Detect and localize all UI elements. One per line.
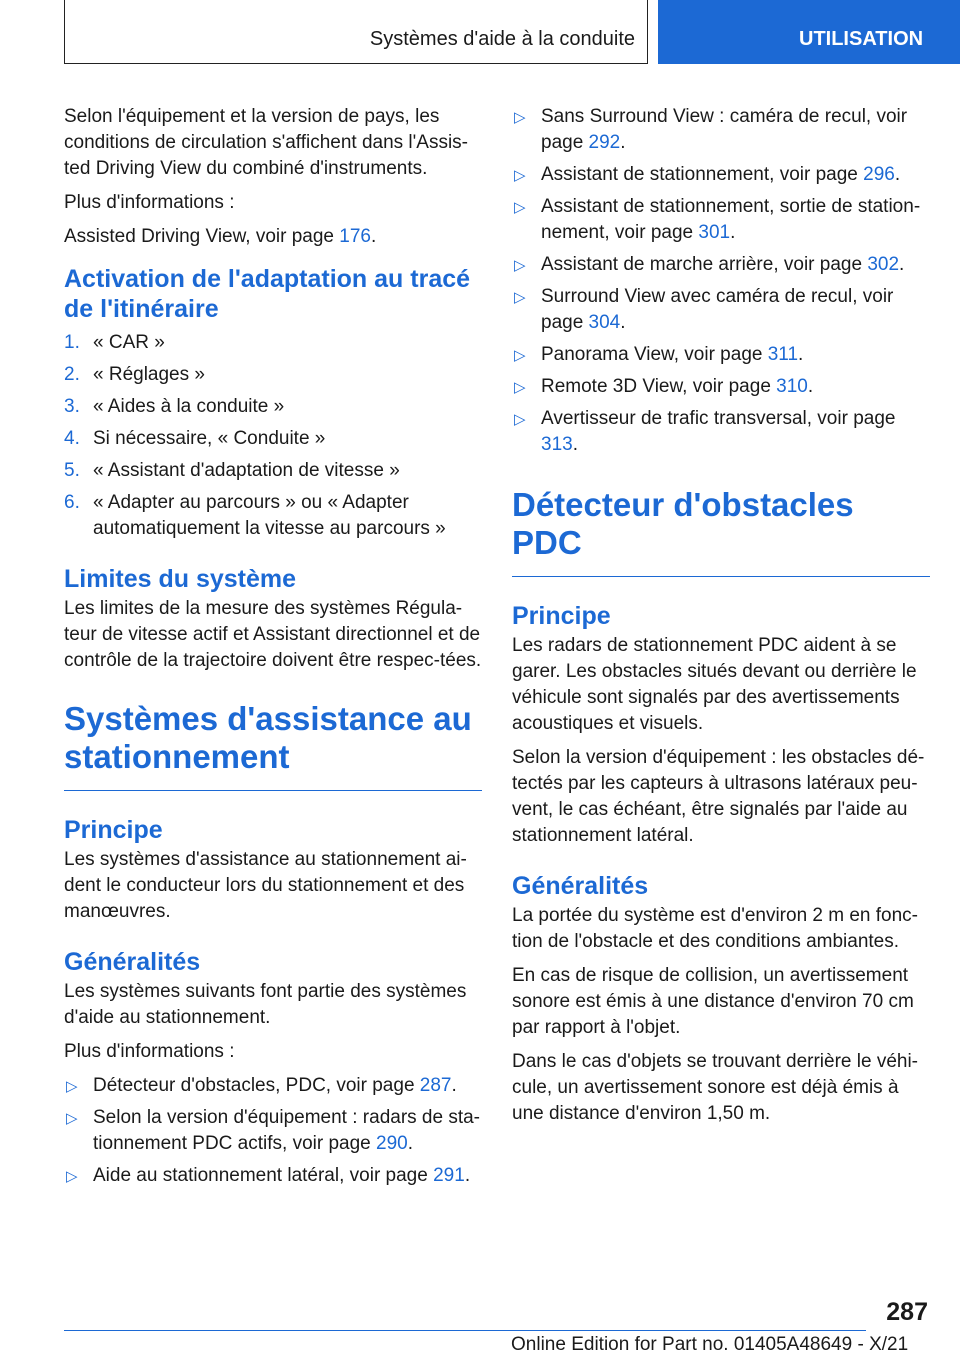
principle-paragraph: Selon la version d'équipement : les obstacles dé-tectés par les capteurs à ultrasons latéraux peu-vent, le cas échéant, être signalés par l'aide au stationnement latéral. <box>512 747 925 846</box>
triangle-bullet-icon: ▷ <box>514 379 526 396</box>
section-tab-label: UTILISATION <box>799 28 924 50</box>
triangle-bullet-icon: ▷ <box>514 257 526 274</box>
parking-heading: Systèmes d'assistance au stationnement <box>64 700 482 791</box>
step-number: 5. <box>64 460 80 481</box>
page-link[interactable]: 287 <box>419 1075 452 1096</box>
triangle-bullet-icon: ▷ <box>66 1110 78 1127</box>
list-item: ▷ Avertisseur de trafic transversal, voir page 313. <box>514 408 896 455</box>
step-item: 3. « Aides à la conduite » <box>64 394 482 420</box>
activation-heading: Activation de l'adaptation au tracé de l'itinéraire <box>64 265 471 323</box>
triangle-bullet-icon: ▷ <box>514 109 526 126</box>
triangle-bullet-icon: ▷ <box>66 1168 78 1185</box>
step-item: 1. « CAR » <box>64 330 482 356</box>
left-column <box>64 104 482 1197</box>
list-item: ▷ Aide au stationnement latéral, voir page 291. <box>64 1163 482 1189</box>
principle-paragraph: Les radars de stationnement PDC aident à se garer. Les obstacles situés devant ou derrière le véhicule sont signalés par des avertissements acoustiques et visuels. <box>512 635 917 734</box>
page-number: 287 <box>886 1298 928 1326</box>
header-chapter-box <box>64 0 648 64</box>
list-item: ▷ Assistant de stationnement, sortie de station-nement, voir page 301. <box>514 196 921 243</box>
step-number: 3. <box>64 396 80 417</box>
general-paragraph: La portée du système est d'environ 2 m en fonc-tion de l'obstacle et des conditions ambiantes. <box>512 905 919 952</box>
section-tab <box>658 0 960 64</box>
page-link[interactable]: 304 <box>588 312 621 333</box>
triangle-bullet-icon: ▷ <box>514 289 526 306</box>
page-link[interactable]: 176 <box>339 226 371 247</box>
page-link[interactable]: 292 <box>588 132 621 153</box>
triangle-bullet-icon: ▷ <box>514 167 526 184</box>
parking-systems-list-continued <box>512 104 930 458</box>
intro-paragraph: Selon l'équipement et la version de pays, les conditions de circulation s'affichent dans l'Assis-ted Driving View du combiné d'instruments. <box>64 106 469 179</box>
list-item: ▷ Assistant de stationnement, voir page 296. <box>512 162 930 188</box>
step-item: 2. « Réglages » <box>64 362 482 388</box>
list-item: ▷ Surround View avec caméra de recul, voir page 304. <box>514 286 894 333</box>
principle-heading: Principe <box>512 602 611 630</box>
step-number: 2. <box>64 364 80 385</box>
limits-text: Les limites de la mesure des systèmes Régula-teur de vitesse actif et Assistant directionnel et de contrôle de la trajectoire doivent être respec-tées. <box>64 598 482 671</box>
page-link[interactable]: 313 <box>541 434 573 455</box>
chapter-title: Systèmes d'aide à la conduite <box>369 28 635 50</box>
page-link[interactable]: 290 <box>376 1133 408 1154</box>
step-number: 1. <box>64 332 80 353</box>
page-link[interactable]: 311 <box>767 344 799 365</box>
page-link[interactable]: 310 <box>776 376 808 397</box>
cross-reference: Assisted Driving View, voir page 176. <box>64 226 377 247</box>
triangle-bullet-icon: ▷ <box>514 347 526 364</box>
step-number: 6. <box>64 492 80 513</box>
list-item: ▷ Panorama View, voir page 311. <box>512 342 930 368</box>
right-column <box>512 104 930 1135</box>
general-heading: Généralités <box>512 872 649 900</box>
step-item: 6. « Adapter au parcours » ou « Adapter automatiquement la vitesse au parcours » <box>64 492 446 539</box>
activation-steps <box>64 330 482 542</box>
principle-heading: Principe <box>64 816 163 844</box>
step-item: 5. « Assistant d'adaptation de vitesse » <box>64 458 482 484</box>
list-item: ▷ Remote 3D View, voir page 310. <box>512 374 930 400</box>
general-paragraph: En cas de risque de collision, un avertissement sonore est émis à une distance d'environ 70 cm par rapport à l'objet. <box>512 965 914 1038</box>
step-number: 4. <box>64 428 80 449</box>
footer-divider <box>64 1330 866 1331</box>
list-item: ▷ Détecteur d'obstacles, PDC, voir page 287. <box>64 1073 482 1099</box>
page-link[interactable]: 296 <box>863 164 895 185</box>
principle-text: Les systèmes d'assistance au stationnement ai-dent le conducteur lors du stationnement et des manœuvres. <box>64 849 467 922</box>
limits-heading: Limites du système <box>64 565 297 593</box>
edition-text: Online Edition for Part no. 01405A48649 - X/21 <box>511 1334 909 1355</box>
list-item: ▷ Sans Surround View : caméra de recul, voir page 292. <box>514 106 908 153</box>
step-item: 4. Si nécessaire, « Conduite » <box>64 426 482 452</box>
triangle-bullet-icon: ▷ <box>514 411 526 428</box>
more-info-label: Plus d'informations : <box>64 1041 235 1062</box>
parking-systems-list <box>64 1073 482 1189</box>
list-item: ▷ Selon la version d'équipement : radars de sta-tionnement PDC actifs, voir page 290. <box>66 1107 481 1154</box>
triangle-bullet-icon: ▷ <box>66 1078 78 1095</box>
page-link[interactable]: 302 <box>867 254 900 275</box>
general-text: Les systèmes suivants font partie des systèmes d'aide au stationnement. <box>64 981 467 1028</box>
general-paragraph: Dans le cas d'objets se trouvant derrière le véhi-cule, un avertissement sonore est déjà émis à une distance d'environ 1,50 m. <box>512 1051 918 1124</box>
page-link[interactable]: 301 <box>698 222 731 243</box>
page-link[interactable]: 291 <box>433 1165 465 1186</box>
more-info-label: Plus d'informations : <box>64 192 235 213</box>
pdc-heading: Détecteur d'obstacles PDC <box>512 486 930 577</box>
general-heading: Généralités <box>64 948 201 976</box>
list-item: ▷ Assistant de marche arrière, voir page 302. <box>512 252 930 278</box>
triangle-bullet-icon: ▷ <box>514 199 526 216</box>
